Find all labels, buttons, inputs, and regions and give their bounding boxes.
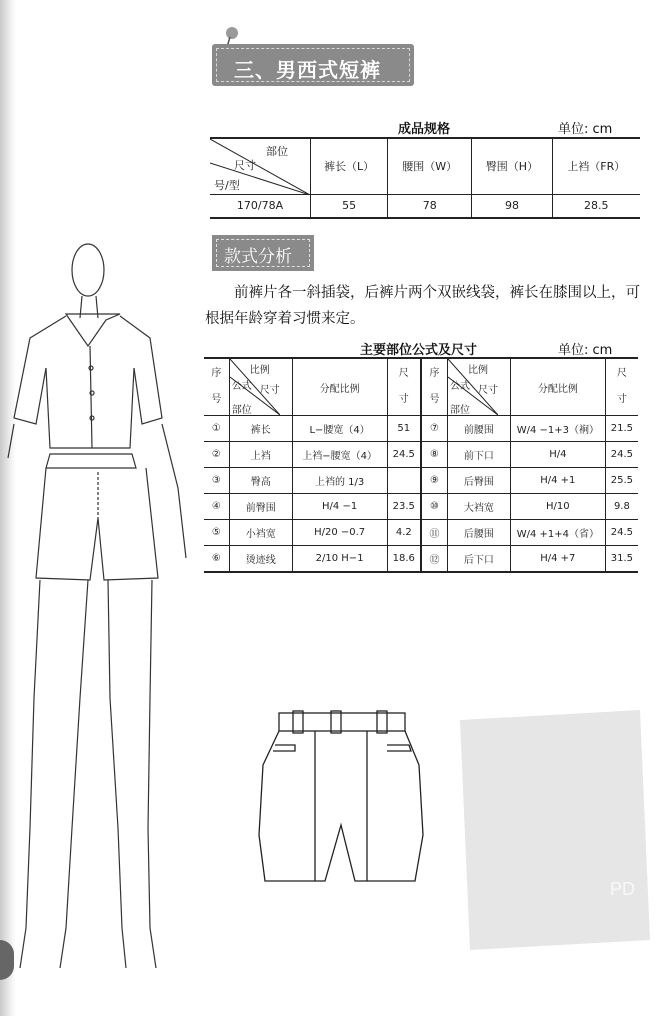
table-row: ③ 臀高 上裆的 1/3 ⑨ 后臀围 H/4 +1 25.5 bbox=[204, 468, 638, 494]
section-title-banner bbox=[212, 44, 414, 86]
style-analysis-tag: 款式分析 bbox=[212, 235, 314, 271]
spec-table-unit: 单位: cm bbox=[558, 122, 613, 137]
spec-table-corner: 部位 尺寸 号/型 bbox=[210, 138, 311, 194]
table-row: ① 裤长 L−腰宽（4） 51 ⑦ 前腰围 W/4 −1+3（裥） 21.5 bbox=[204, 416, 638, 442]
allocation-header-right: 分配比例 bbox=[510, 358, 605, 416]
svg-text:PD: PD bbox=[610, 879, 636, 899]
table-row: ② 上裆 上裆−腰宽（4） 24.5 ⑧ 前下口 H/4 24.5 bbox=[204, 442, 638, 468]
spec-table bbox=[210, 137, 640, 219]
spec-header-hip: 臀围（H） bbox=[472, 138, 552, 194]
allocation-header-left: 分配比例 bbox=[292, 358, 387, 416]
watermark-seal bbox=[440, 700, 656, 960]
style-description: 前裤片各一斜插袋，后裤片两个双嵌线袋，裤长在膝围以上，可根据年龄穿着习惯来定。 bbox=[205, 285, 640, 327]
fashion-figure-illustration bbox=[0, 228, 205, 988]
spec-header-length: 裤长（L） bbox=[311, 138, 388, 194]
formula-table-caption: 主要部位公式及尺寸 bbox=[360, 343, 478, 358]
table-row: ④ 前臀围 H/4 −1 23.5 ⑩ 大裆宽 H/10 9.8 bbox=[204, 494, 638, 520]
table-row: ⑤ 小裆宽 H/20 −0.7 4.2 ⑪ 后腰围 W/4 +1+4（省） 24.5 bbox=[204, 520, 638, 546]
formula-corner-right: 比例 公式 尺寸 部位 bbox=[447, 358, 510, 416]
formula-table bbox=[204, 357, 638, 573]
dimension-header-right: 尺寸 bbox=[605, 358, 638, 416]
seq-header: 序号 bbox=[204, 358, 229, 416]
formula-corner-left: 比例 公式 尺寸 部位 bbox=[229, 358, 292, 416]
shorts-flat-sketch bbox=[255, 705, 435, 890]
spec-header-waist: 腰围（W） bbox=[388, 138, 472, 194]
section-title: 三、男西式短裤 bbox=[234, 58, 381, 82]
spec-header-crotch: 上裆（FR） bbox=[552, 138, 640, 194]
table-row: ⑥ 烫迹线 2/10 H−1 18.6 ⑫ 后下口 H/4 +7 31.5 bbox=[204, 546, 638, 573]
dimension-header-left: 尺寸 bbox=[387, 358, 421, 416]
seq-header-right: 序号 bbox=[421, 358, 448, 416]
formula-table-unit: 单位: cm bbox=[558, 343, 613, 358]
table-row: 170/78A 55 78 98 28.5 bbox=[210, 194, 640, 218]
spec-table-caption: 成品规格 bbox=[398, 122, 451, 137]
